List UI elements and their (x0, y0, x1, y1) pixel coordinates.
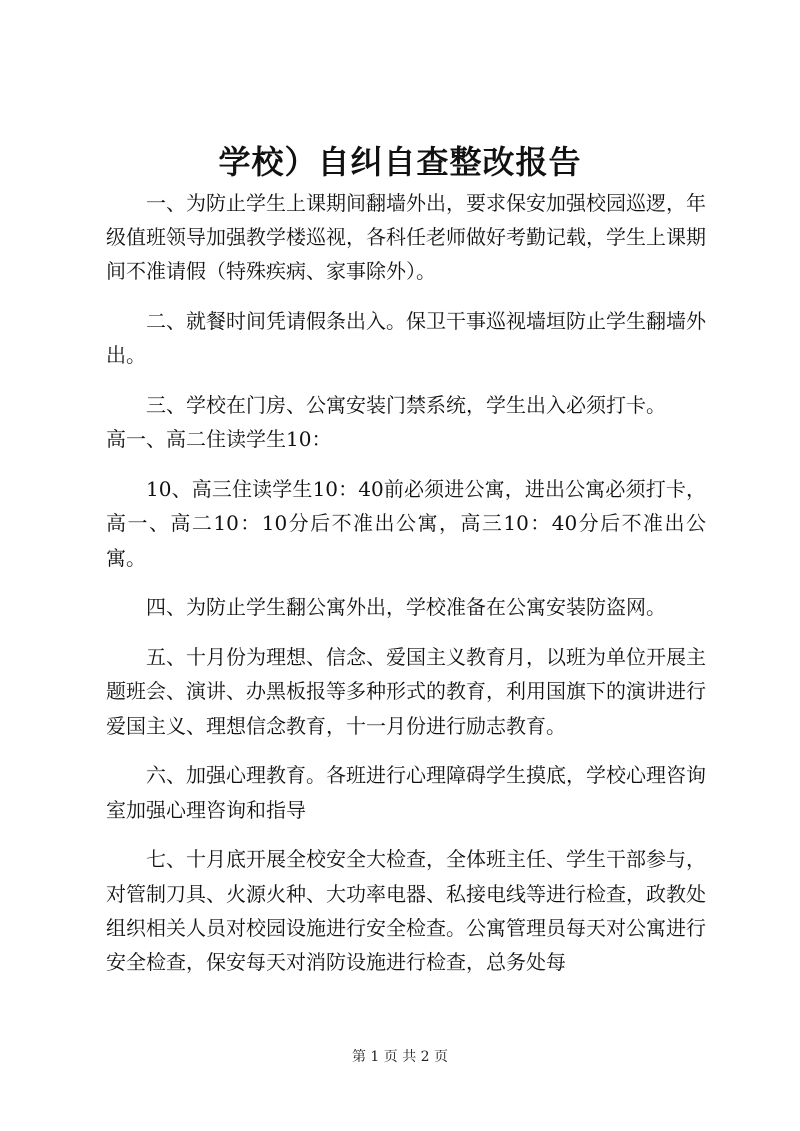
paragraph-2: 二、就餐时间凭请假条出入。保卫干事巡视墙垣防止学生翻墙外出。 (106, 309, 706, 368)
paragraph-4: 高一、高二住读学生10： (106, 427, 332, 452)
paragraph-8: 六、加强心理教育。各班进行心理障碍学生摸底，学校心理咨询室加强心理咨询和指导 (106, 763, 706, 822)
paragraph-9: 七、十月底开展全校安全大检查，全体班主任、学生干部参与，对管制刀具、火源火种、大功率电器、私接电线等进行检查，政教处组织相关人员对校园设施进行安全检查。公寓管理员每天对公寓进行安全检查，保安每天对消防设施进行检查，总务处每 (106, 847, 706, 975)
paragraph-6: 四、为防止学生翻公寓外出，学校准备在公寓安装防盗网。 (146, 595, 666, 620)
paragraph-3: 三、学校在门房、公寓安装门禁系统，学生出入必须打卡。 (146, 393, 666, 418)
paragraph-1: 一、为防止学生上课期间翻墙外出，要求保安加强校园巡逻，年级值班领导加强教学楼巡视，各科任老师做好考勤记载，学生上课期间不准请假（特殊疾病、家事除外）。 (106, 191, 706, 284)
document-body (106, 186, 706, 979)
paragraph-5: 10、高三住读学生10：40前必须进公寓，进出公寓必须打卡，高一、高二10：10分后不准出公寓，高三10：40分后不准出公寓。 (106, 477, 706, 570)
page-number-footer: 第 1 页 共 2 页 (351, 1049, 449, 1065)
page-title: 学校）自纠自查整改报告 (218, 143, 582, 181)
paragraph-7: 五、十月份为理想、信念、爱国主义教育月，以班为单位开展主题班会、演讲、办黑板报等多种形式的教育，利用国旗下的演讲进行爱国主义、理想信念教育，十一月份进行励志教育。 (106, 645, 706, 738)
